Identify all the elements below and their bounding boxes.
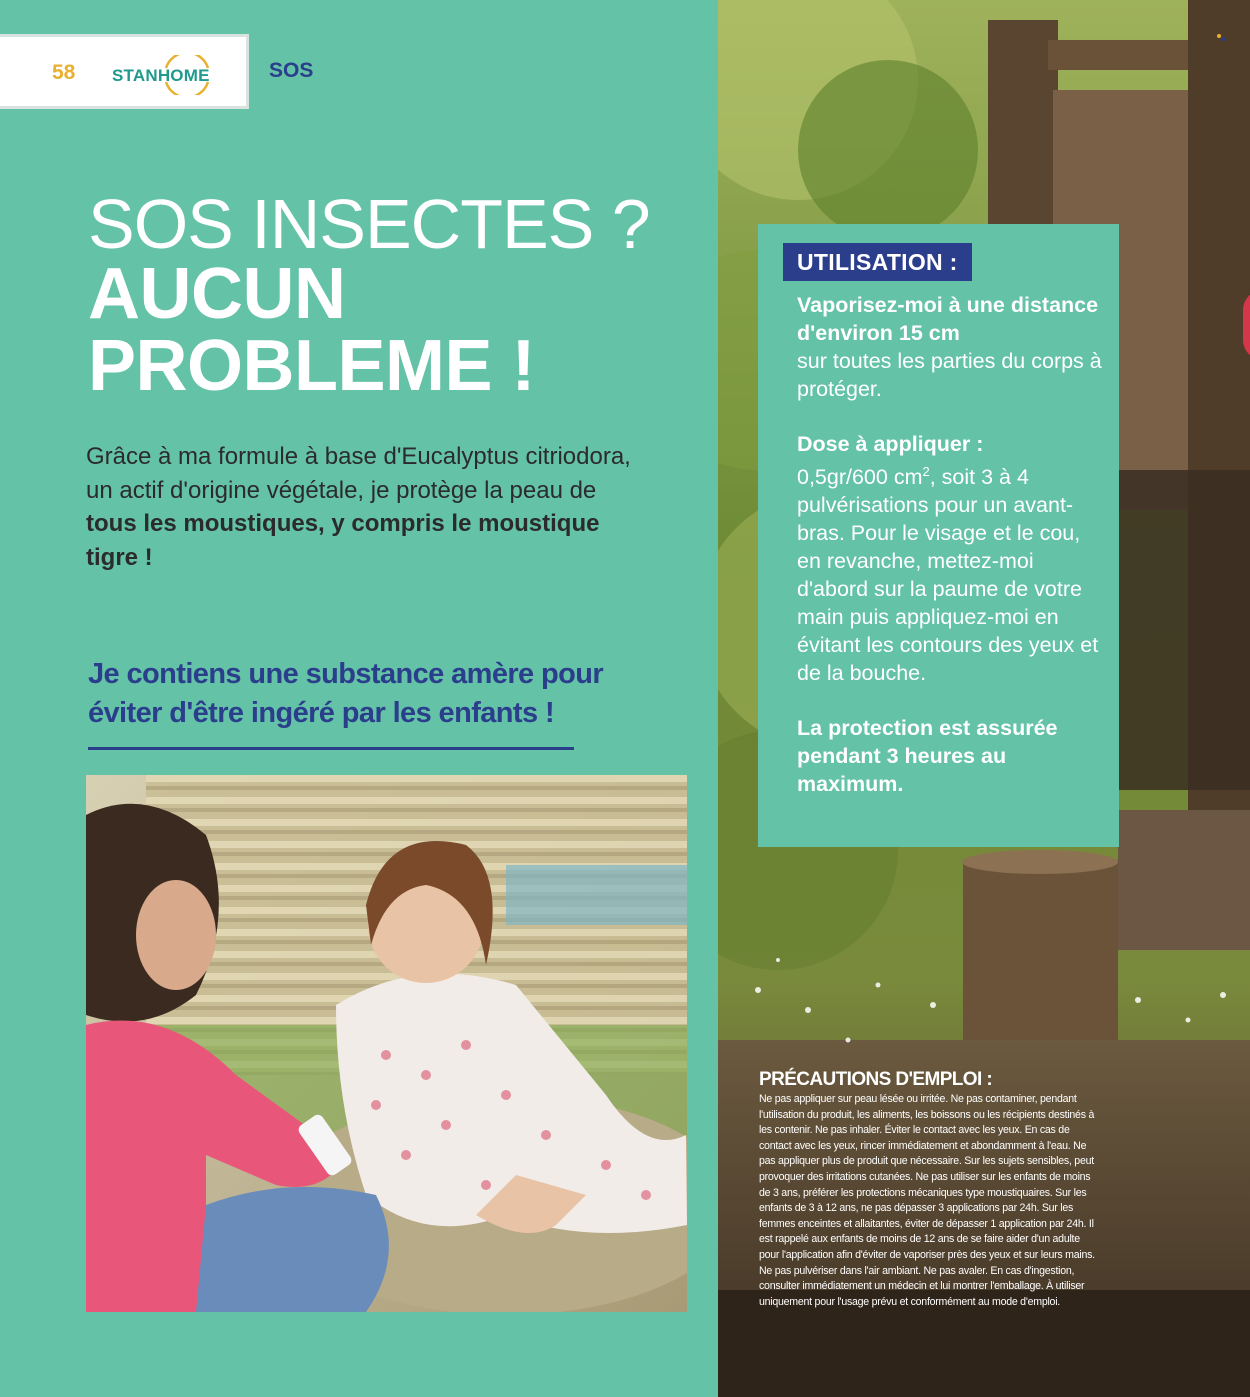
headline-line-1: SOS INSECTES ?: [88, 185, 650, 263]
precautions-title: PRÉCAUTIONS D'EMPLOI :: [759, 1069, 993, 1090]
callout: [88, 655, 648, 733]
usage-dose-sup: 2: [922, 464, 930, 479]
usage-dose-title: Dose à appliquer :: [797, 432, 984, 456]
usage-dose-pre: 0,5gr/600 cm: [797, 465, 923, 490]
usage-distance-regular: sur toutes les parties du corps à protéger.: [797, 349, 1102, 401]
callout-line-1: Je contiens une substance amère pour: [88, 658, 604, 690]
brand-dots-icon: [1216, 30, 1226, 48]
intro-bold: tous les moustiques, y compris le moustique tigre !: [86, 510, 600, 571]
brand-logo: [112, 55, 222, 95]
product-photo: [86, 775, 687, 1312]
usage-dose: [797, 430, 1107, 687]
usage-distance: [797, 291, 1107, 403]
precautions-text: Ne pas appliquer sur peau lésée ou irritée. Ne pas contaminer, pendant l'utilisation du produit, les aliments, les boissons ou les récipients destinés à les contenir. Ne pas inhaler. Éviter le contact avec les yeux. En cas de contact avec les yeux, rincer immédiatement et abondamment à l'eau. Ne pas appliquer plus de produit que nécessaire. Sur les sujets sensibles, peut provoquer des irritations cutanées. Ne pas utiliser sur les enfants de moins de 3 ans, préférer les protections mécaniques type moustiquaires. Sur les enfants de 3 à 12 ans, ne pas dépasser 3 applications par 24h. Sur les femmes enceintes et allaitantes, éviter de dépasser 1 application par 24h. Il est rappelé aux enfants de moins de 12 ans de se faire aider d'un adulte pour l'application afin d'éviter de vaporiser près des yeux et sur leurs mains. Ne pas pulvériser dans l'air ambiant. Ne pas avaler. En cas d'ingestion, consulter immédiatement un médecin et lui montrer l'emballage. À utiliser uniquement pour l'usage prévu et conformément au mode d'emploi.: [759, 1093, 1095, 1308]
usage-protection: La protection est assurée pendant 3 heures au maximum.: [797, 716, 1058, 797]
header-tab: [0, 34, 249, 109]
page-number: 58: [52, 61, 76, 84]
section-label: SOS: [269, 59, 314, 82]
usage-dose-text: , soit 3 à 4 pulvérisations pour un avant-bras. Pour le visage et le cou, en revanche, mettez-moi d'abord sur la paume de votre main puis appliquez-moi en évitant les contours des yeux et de la bouche.: [797, 465, 1099, 686]
usage-tag: UTILISATION :: [783, 243, 972, 281]
headline-line-3: PROBLEME !: [88, 326, 536, 406]
brand-name: STANHOME: [112, 66, 210, 85]
usage-text: [797, 291, 1107, 798]
usage-distance-bold: Vaporisez-moi à une distance d'environ 15 cm: [797, 293, 1099, 345]
callout-underline: [88, 747, 574, 750]
intro-paragraph: [86, 440, 646, 574]
callout-line-2: éviter d'être ingéré par les enfants !: [88, 697, 554, 729]
intro-regular: Grâce à ma formule à base d'Eucalyptus citriodora, un actif d'origine végétale, je protège la peau de: [86, 443, 631, 504]
headline-line-2: AUCUN: [88, 254, 346, 334]
